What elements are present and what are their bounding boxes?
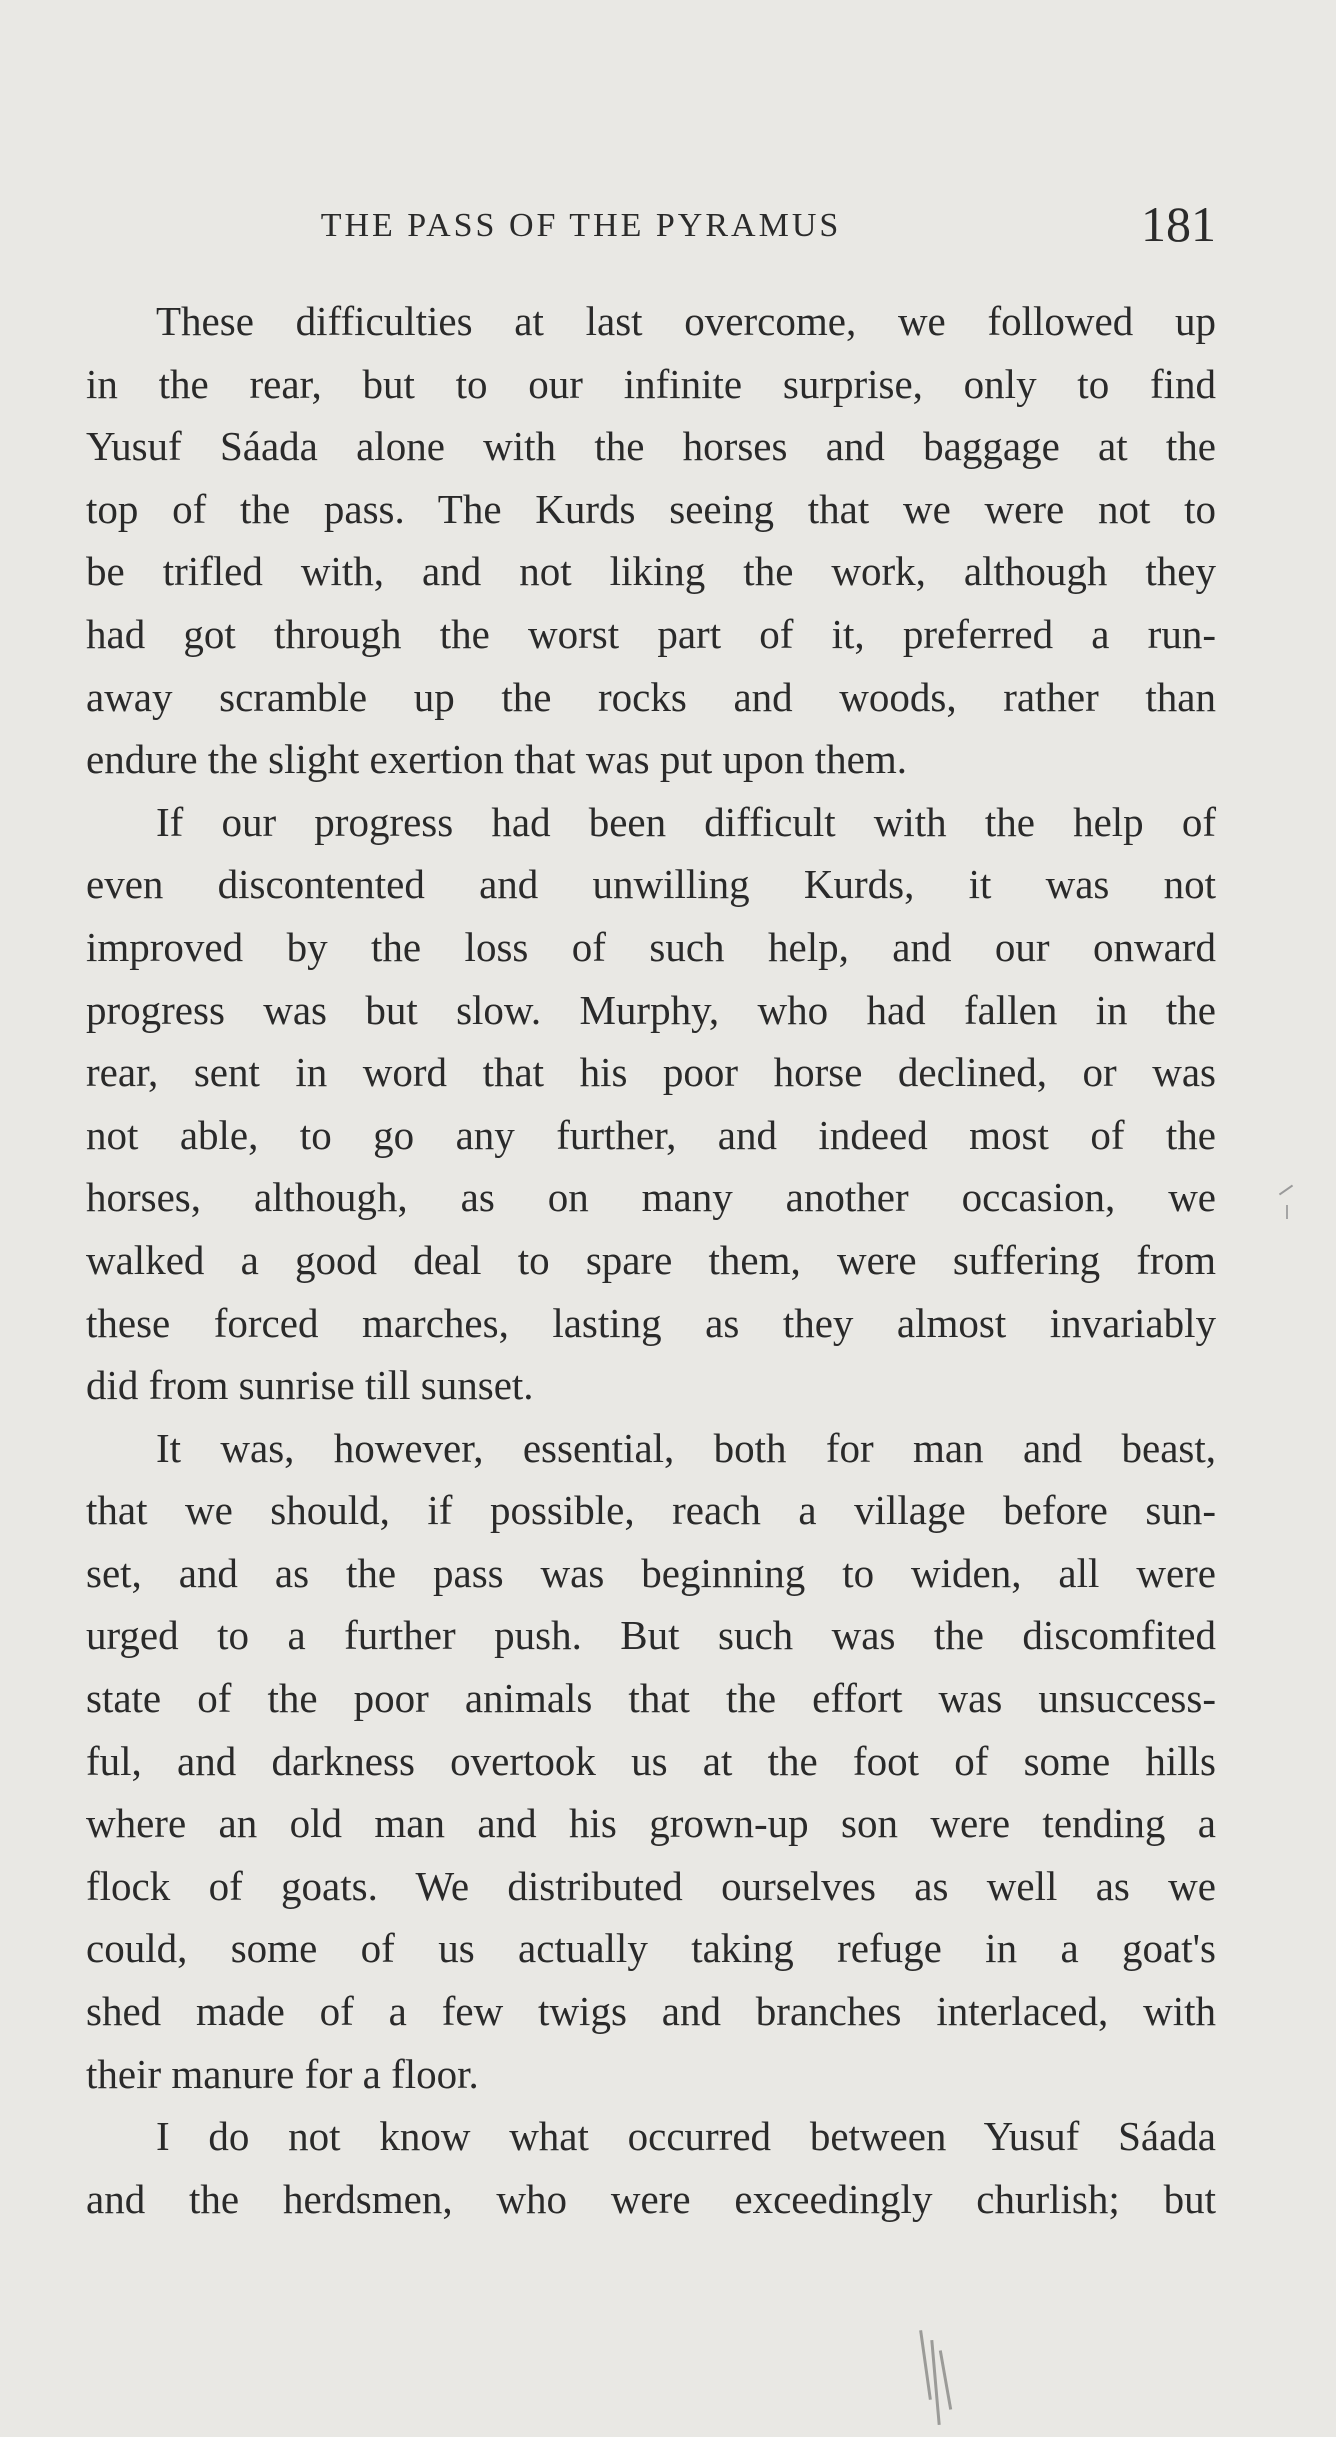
text-line: their manure for a floor. [86,2050,479,2097]
body-text [86,290,1216,2230]
text-line: endure the slight exertion that was put upon them. [86,736,907,783]
paper-blemish [920,2330,960,2430]
text-line: and the herdsmen, who were exceedingly churlish; but [86,2175,1216,2222]
text-line: away scramble up the rocks and woods, rather than [86,673,1216,720]
text-line: top of the pass. The Kurds seeing that we were not to [86,485,1216,532]
text-line: these forced marches, lasting as they almost invariably [86,1299,1216,1346]
text-line: could, some of us actually taking refuge in a goat's [86,1925,1216,1972]
text-line: ful, and darkness overtook us at the foot of some hills [86,1737,1216,1784]
text-line: urged to a further push. But such was the discomfited [86,1612,1216,1659]
text-line: that we should, if possible, reach a village before sun- [86,1487,1216,1534]
running-head [86,195,1216,265]
paragraph [86,1417,1216,2106]
text-line: I do not know what occurred between Yusuf Sáada [156,2113,1216,2160]
text-line: walked a good deal to spare them, were suffering from [86,1236,1216,1283]
text-line: Yusuf Sáada alone with the horses and baggage at the [86,423,1216,470]
text-line: shed made of a few twigs and branches interlaced, with [86,1988,1216,2035]
text-line: flock of goats. We distributed ourselves as well as we [86,1862,1216,1909]
text-line: had got through the worst part of it, preferred a run- [86,610,1216,657]
text-line: be trifled with, and not liking the work, although they [86,548,1216,595]
text-line: not able, to go any further, and indeed most of the [86,1111,1216,1158]
text-line: improved by the loss of such help, and our onward [86,923,1216,970]
paragraph [86,290,1216,791]
running-title: THE PASS OF THE PYRAMUS [320,207,842,244]
text-line: horses, although, as on many another occasion, we [86,1174,1216,1221]
text-line: did from sunrise till sunset. [86,1362,534,1409]
paragraph [86,2105,1216,2230]
text-line: in the rear, but to our infinite surprise, only to find [86,360,1216,407]
text-line: If our progress had been difficult with the help of [156,798,1216,845]
text-line: even discontented and unwilling Kurds, it was not [86,861,1216,908]
text-line: It was, however, essential, both for man and beast, [156,1424,1216,1471]
margin-pencil-mark [1278,1175,1294,1225]
paragraph [86,791,1216,1417]
text-line: set, and as the pass was beginning to widen, all were [86,1549,1216,1596]
page-number: 181 [1141,196,1216,252]
text-line: These difficulties at last overcome, we followed up [156,298,1216,344]
text-line: where an old man and his grown-up son were tending a [86,1800,1216,1847]
text-line: rear, sent in word that his poor horse declined, or was [86,1049,1216,1096]
text-line: state of the poor animals that the effort was unsuccess- [86,1675,1216,1722]
text-line: progress was but slow. Murphy, who had fallen in the [86,986,1216,1033]
